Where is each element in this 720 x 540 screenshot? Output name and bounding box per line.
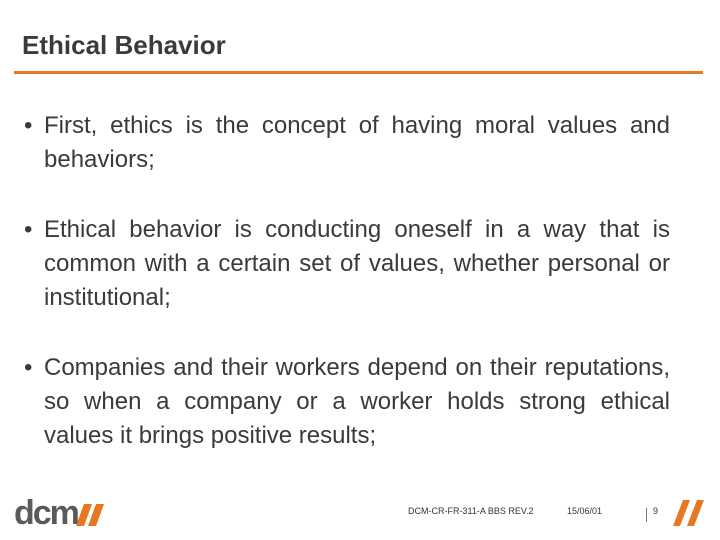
bullet-marker: • [24,354,33,381]
footer-date: 15/06/01 [567,506,603,516]
footer-divider [646,508,647,522]
bullet-item [24,213,670,315]
bullet-marker: • [24,216,33,243]
bullet-item [24,109,670,177]
bullet-item [24,351,670,453]
bullet-marker: • [24,112,33,139]
slide-title: Ethical Behavior [22,30,226,60]
bullet-text: Ethical behavior is conducting oneself in a way that is common with a certain set of values, whether personal or institutional; [44,216,670,311]
title-underline [14,71,703,74]
bullet-text: First, ethics is the concept of having moral values and behaviors; [44,112,670,173]
document-code: DCM-CR-FR-311-A BBS REV.2 [408,506,534,516]
dcm-logo [14,495,106,529]
orange-slash-icon [671,496,707,528]
dcm-logo-icon [14,495,106,529]
bullet-list [24,109,670,489]
bullet-text: Companies and their workers depend on their reputations, so when a company or a worker holds strong ethical values it brings positive results; [44,354,670,449]
page-number: 9 [653,506,659,516]
dcm-logo-text: dcm [14,495,78,529]
